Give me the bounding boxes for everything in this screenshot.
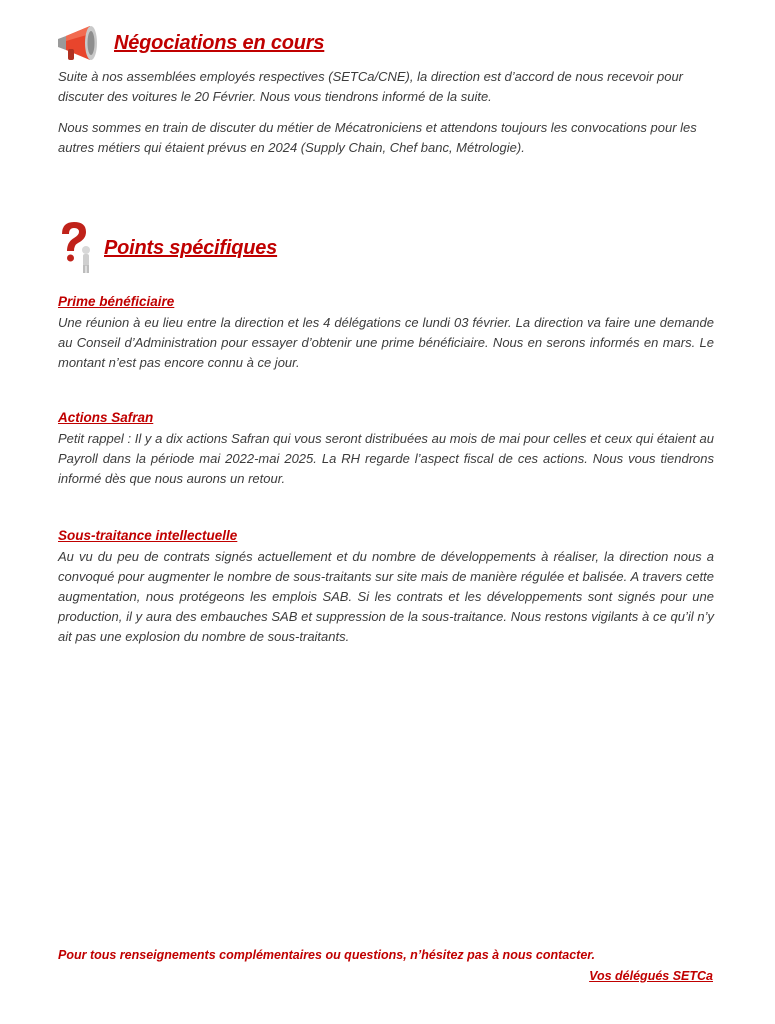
actions-safran-text: Petit rappel : Il y a dix actions Safran qui vous seront distribuées au mois de mai pour celles et ceux qui étaient au Payroll dans la période mai 2022-mai 2025. La RH regarde l’aspect fiscal de ces actions. Nous vous tiendrons informé dès que nous aurons un retour. (58, 431, 714, 486)
negociations-header (52, 24, 324, 62)
actions-safran-title: Actions Safran (58, 410, 154, 425)
megaphone-icon (52, 24, 104, 62)
points-header (56, 220, 277, 274)
prime-text: Une réunion à eu lieu entre la direction et les 4 délégations ce lundi 03 février. La direction va faire une demande au Conseil d’Administration pour essayer d’obtenir une prime bénéficiaire. Nous en serons informés en mars. Le montant n’est pas encore connu à ce jour. (58, 315, 714, 370)
question-mark-figure-icon (56, 220, 96, 274)
points-title: Points spécifiques (104, 236, 278, 259)
sous-traitance-text: Au vu du peu de contrats signés actuellement et du nombre de développements à réaliser, la direction nous a convoqué pour augmenter le nombre de sous-traitants sur site mais de manière régulée et balisée. A travers cette augmentation, nous protégeons les emplois SAB. Si les contrats et les développements sont signés pour une production, il y aura des embauches SAB et suppression de la sous-traitance. Nous restons vigilants à ce qu’il n’y ait pas une explosion du nombre de sous-traitants. (58, 549, 714, 644)
negociations-title: Négociations en cours (114, 31, 325, 54)
negociations-paragraph-2: Nous sommes en train de discuter du métier de Mécatroniciens et attendons toujours les convocations pour les autres métiers qui étaient prévus en 2024 (Supply Chain, Chef banc, Métrologie). (58, 120, 697, 155)
prime-title: Prime bénéficiaire (58, 294, 175, 309)
sous-traitance-title: Sous-traitance intellectuelle (58, 528, 238, 543)
footer-contact: Pour tous renseignements complémentaires ou questions, n’hésitez pas à nous contacter. (58, 948, 595, 962)
footer-signature: Vos délégués SETCa (589, 969, 713, 983)
negociations-paragraph-1: Suite à nos assemblées employés respectives (SETCa/CNE), la direction est d’accord de nous recevoir pour discuter des voitures le 20 Février. Nous vous tiendrons informé de la suite. (58, 69, 684, 104)
